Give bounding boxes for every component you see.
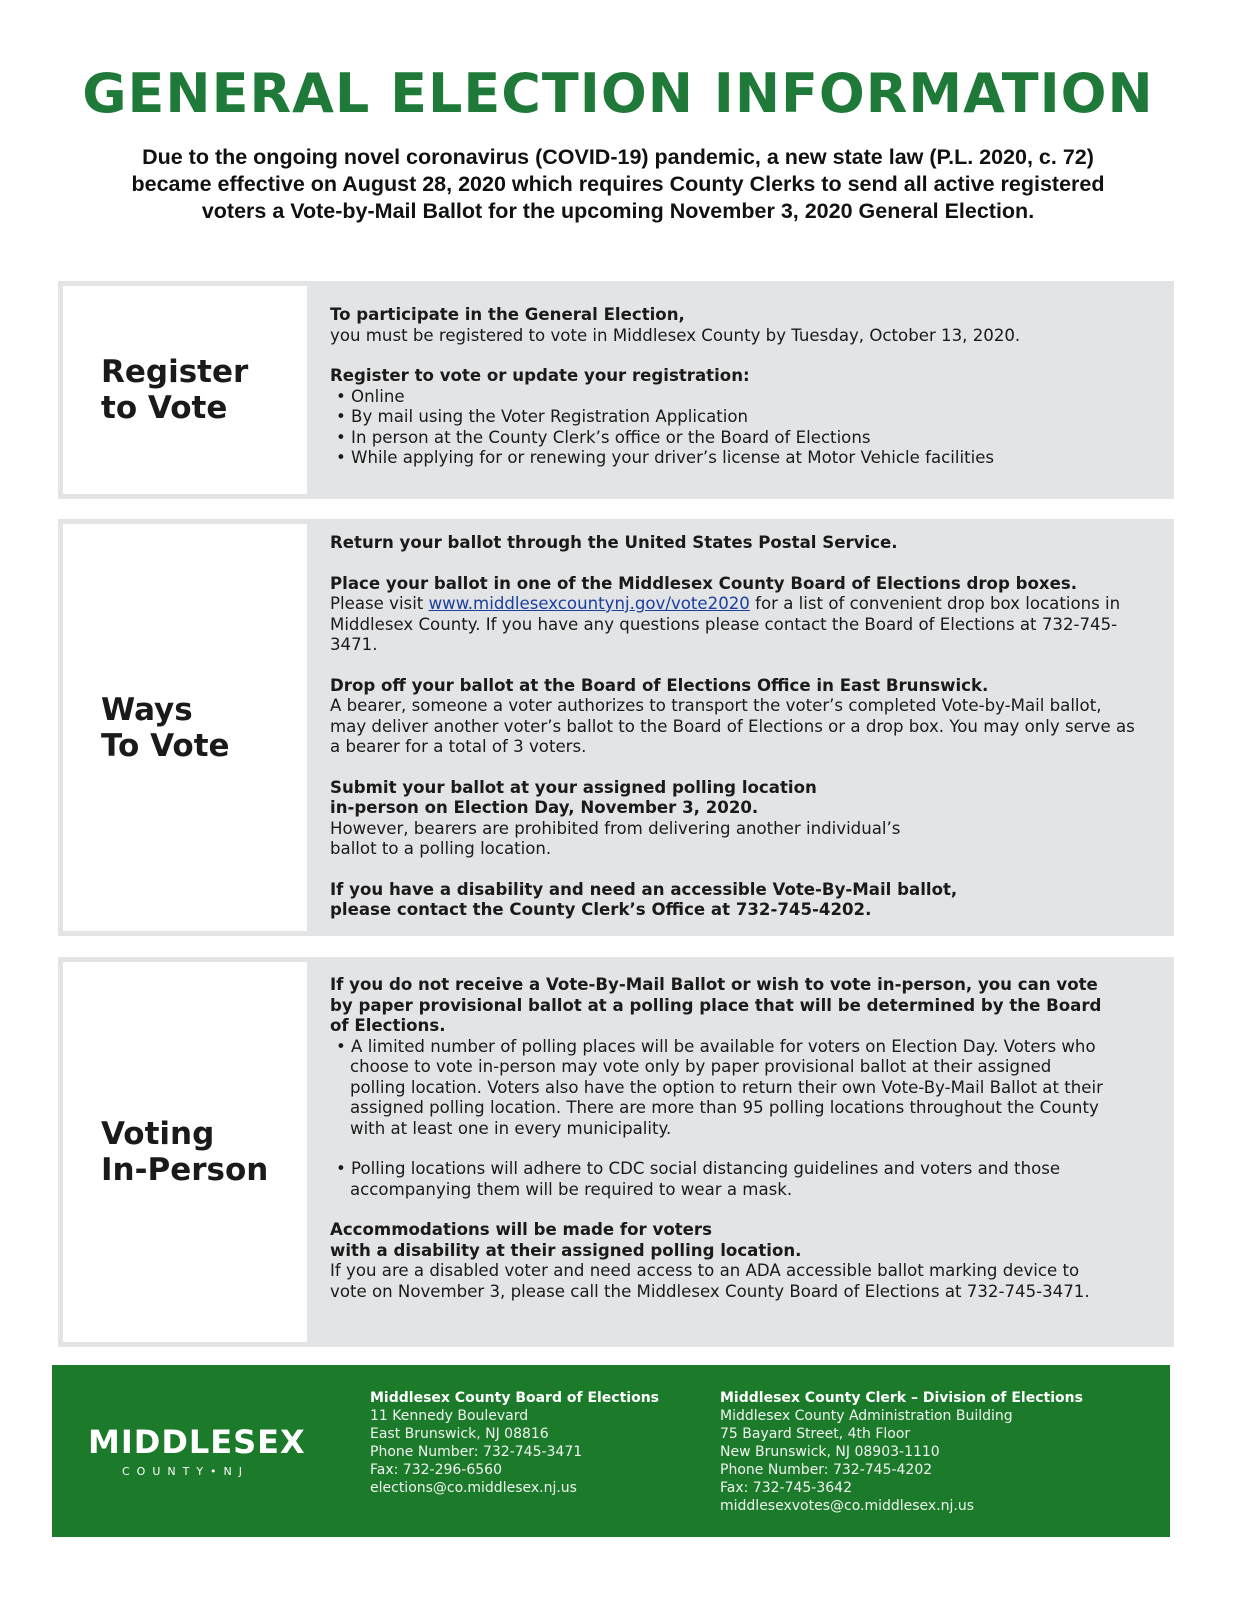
board-name: Middlesex County Board of Elections <box>370 1390 660 1406</box>
ways-polling-text-1: However, bearers are prohibited from delivering another individual’s <box>330 818 901 838</box>
board-phone: Phone Number: 732-745-3471 <box>370 1444 583 1460</box>
middlesex-logo-subtitle: COUNTY•NJ <box>122 1465 250 1478</box>
clerk-address-1: Middlesex County Administration Building <box>720 1408 1013 1424</box>
board-address-2: East Brunswick, NJ 08816 <box>370 1426 549 1442</box>
ways-dropbox-heading: Place your ballot in one of the Middlesex County Board of Elections drop boxes. <box>330 573 1078 593</box>
inperson-label-box <box>63 962 307 1342</box>
register-bullet-mvc: • While applying for or renewing your driver’s license at Motor Vehicle facilities <box>336 448 995 467</box>
ways-dropbox-text: Please visit www.middlesexcountynj.gov/vote2020 for a list of convenient drop box locations in Middlesex County. If you have any questions please contact the Board of Elections at 732-745-3471. <box>330 594 1121 654</box>
page-title: GENERAL ELECTION INFORMATION <box>82 62 1154 125</box>
clerk-address-3: New Brunswick, NJ 08903-1110 <box>720 1444 940 1460</box>
inperson-accommodations-1: Accommodations will be made for voters <box>330 1220 712 1239</box>
inperson-heading: If you do not receive a Vote-By-Mail Ballot or wish to vote in-person, you can vote by paper provisional ballot at a polling place that will be determined by the Board of Elections. <box>330 975 1102 1035</box>
inperson-accommodations-2: with a disability at their assigned polling location. <box>330 1240 802 1260</box>
board-of-elections-contact <box>370 1389 659 1497</box>
inperson-bullet-polling-places: • A limited number of polling places will be available for voters on Election Day. Voters who choose to vote in-person may vote only by paper provisional ballot at their assigned polling location. Voters also have the option to return their own Vote-By-Mail Ballot at their assigned polling location. There are more than 95 polling locations throughout the County with at least one in every municipality. <box>336 1036 1103 1138</box>
register-panel <box>58 281 1174 499</box>
ways-polling-text-2: ballot to a polling location. <box>330 839 552 858</box>
register-bullet-in-person: • In person at the County Clerk’s office or the Board of Elections <box>336 427 871 447</box>
clerk-name: Middlesex County Clerk – Division of Elections <box>720 1390 1083 1406</box>
register-heading-2: Register to vote or update your registration: <box>330 366 750 385</box>
clerk-fax: Fax: 732-745-3642 <box>720 1480 852 1496</box>
register-heading-1: To participate in the General Election, <box>330 305 685 324</box>
board-address-1: 11 Kennedy Boulevard <box>370 1408 529 1424</box>
ways-content <box>330 533 1140 921</box>
register-bullet-online: • Online <box>336 386 405 406</box>
ways-disability-2: please contact the County Clerk’s Office at 732-745-4202. <box>330 900 872 919</box>
ways-polling-heading-1: Submit your ballot at your assigned polling location <box>330 777 817 797</box>
ways-to-vote-panel <box>58 519 1174 936</box>
register-content <box>330 305 1154 469</box>
register-bullet-mail: • By mail using the Voter Registration Application <box>336 407 749 426</box>
intro-paragraph: Due to the ongoing novel coronavirus (COVID-19) pandemic, a new state law (P.L. 2020, c. 72) became effective on August 28, 2020 which requires County Clerks to send all active registered voters a Vote-by-Mail Ballot for the upcoming November 3, 2020 General Election. <box>131 145 1105 223</box>
inperson-label: Voting In-Person <box>101 1116 269 1188</box>
board-fax: Fax: 732-296-6560 <box>370 1462 502 1478</box>
clerk-phone: Phone Number: 732-745-4202 <box>720 1462 933 1478</box>
inperson-ada-text: If you are a disabled voter and need access to an ADA accessible ballot marking device to vote on November 3, please call the Middlesex County Board of Elections at 732-745-3471. <box>330 1261 1090 1301</box>
ways-disability-1: If you have a disability and need an accessible Vote-By-Mail ballot, <box>330 879 958 899</box>
board-email[interactable]: elections@co.middlesex.nj.us <box>370 1480 577 1496</box>
clerk-email[interactable]: middlesexvotes@co.middlesex.nj.us <box>720 1498 975 1514</box>
middlesex-logo: MIDDLESEX <box>88 1423 306 1461</box>
clerk-address-2: 75 Bayard Street, 4th Floor <box>720 1426 911 1442</box>
voting-in-person-panel <box>58 957 1174 1347</box>
register-label: Register to Vote <box>101 354 249 426</box>
county-clerk-contact <box>720 1389 1083 1515</box>
register-line-1: you must be registered to vote in Middlesex County by Tuesday, October 13, 2020. <box>330 325 1021 345</box>
ways-label: Ways To Vote <box>101 691 230 764</box>
ways-polling-heading-2: in-person on Election Day, November 3, 2020. <box>330 798 759 817</box>
register-label-box <box>63 286 307 494</box>
ways-label-box <box>63 524 307 931</box>
ways-bearer-text: A bearer, someone a voter authorizes to transport the voter’s completed Vote-by-Mail ballot, may deliver another voter’s ballot to the Board of Elections or a drop box. You may only serve as a bearer for a total of 3 voters. <box>330 696 1135 756</box>
inperson-content <box>330 975 1104 1302</box>
vote2020-link[interactable]: www.middlesexcountynj.gov/vote2020 <box>428 594 750 613</box>
inperson-bullet-cdc: • Polling locations will adhere to CDC social distancing guidelines and voters and those accompanying them will be required to wear a mask. <box>336 1159 1061 1199</box>
ways-bearer-heading: Drop off your ballot at the Board of Elections Office in East Brunswick. <box>330 675 989 695</box>
ways-usps: Return your ballot through the United States Postal Service. <box>330 533 898 552</box>
footer-contact-bar <box>52 1365 1170 1537</box>
